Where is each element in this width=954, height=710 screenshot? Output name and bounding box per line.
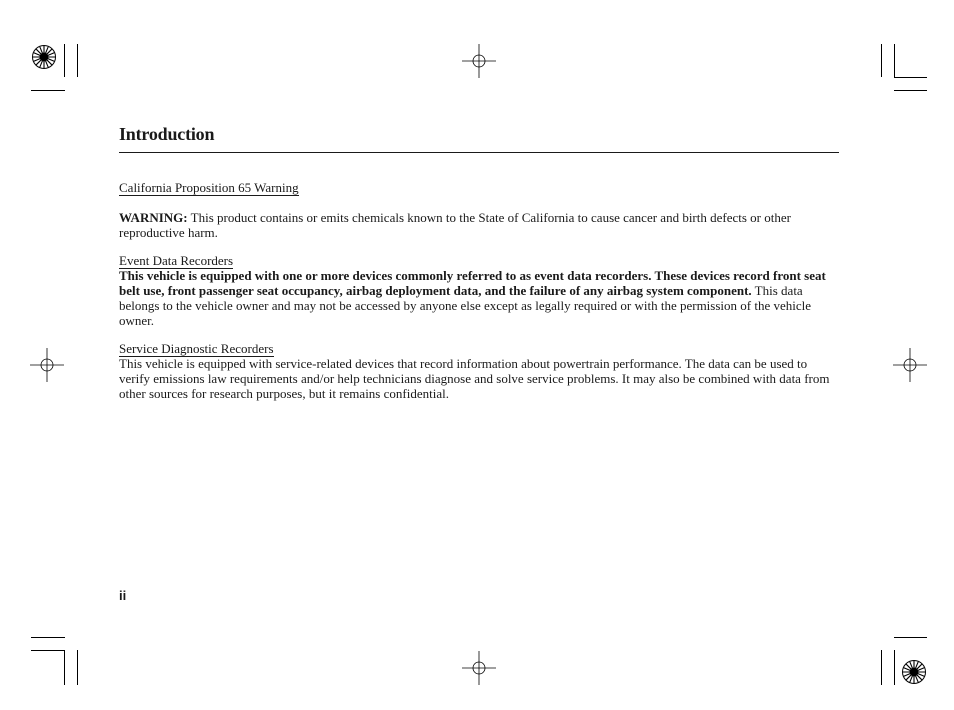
registration-mark-icon	[462, 44, 496, 78]
section-event-data-recorders	[119, 254, 841, 328]
section-service-diagnostic-recorders	[119, 342, 841, 401]
page-content	[119, 181, 841, 401]
section-heading-edr: Event Data Recorders	[119, 253, 234, 269]
page-number: ii	[119, 588, 127, 603]
section-prop65	[119, 181, 841, 240]
edr-body: This data belongs to the vehicle owner and may not be accessed by anyone else except as legally required or with the permission of the vehicle owner.	[119, 283, 812, 328]
sdr-paragraph: This vehicle is equipped with service-related devices that record information about powertrain performance. The data can be used to verify emissions law requirements and/or help technicians diagnose and solve service problems. It may also be combined with data from other sources for research purposes, but it remains confidential.	[119, 356, 830, 401]
section-heading-prop65: California Proposition 65 Warning	[119, 180, 299, 195]
rosette-mark-icon	[901, 659, 927, 685]
page-title: Introduction	[119, 124, 215, 144]
registration-mark-icon	[30, 348, 64, 382]
edr-paragraph	[119, 269, 841, 328]
warning-label: WARNING:	[119, 210, 188, 225]
title-divider	[119, 152, 839, 153]
section-heading-sdr: Service Diagnostic Recorders	[119, 341, 274, 357]
prop65-body: This product contains or emits chemicals known to the State of California to cause cancer and birth defects or other reproductive harm.	[119, 210, 791, 240]
rosette-mark-icon	[31, 44, 57, 70]
edr-bold-text: This vehicle is equipped with one or more devices commonly referred to as event data recorders. These devices record front seat belt use, front passenger seat occupancy, airbag deployment data, and the failure of any airbag system component.	[119, 268, 826, 299]
registration-mark-icon	[462, 651, 496, 685]
registration-mark-icon	[893, 348, 927, 382]
prop65-warning-paragraph	[119, 211, 841, 240]
